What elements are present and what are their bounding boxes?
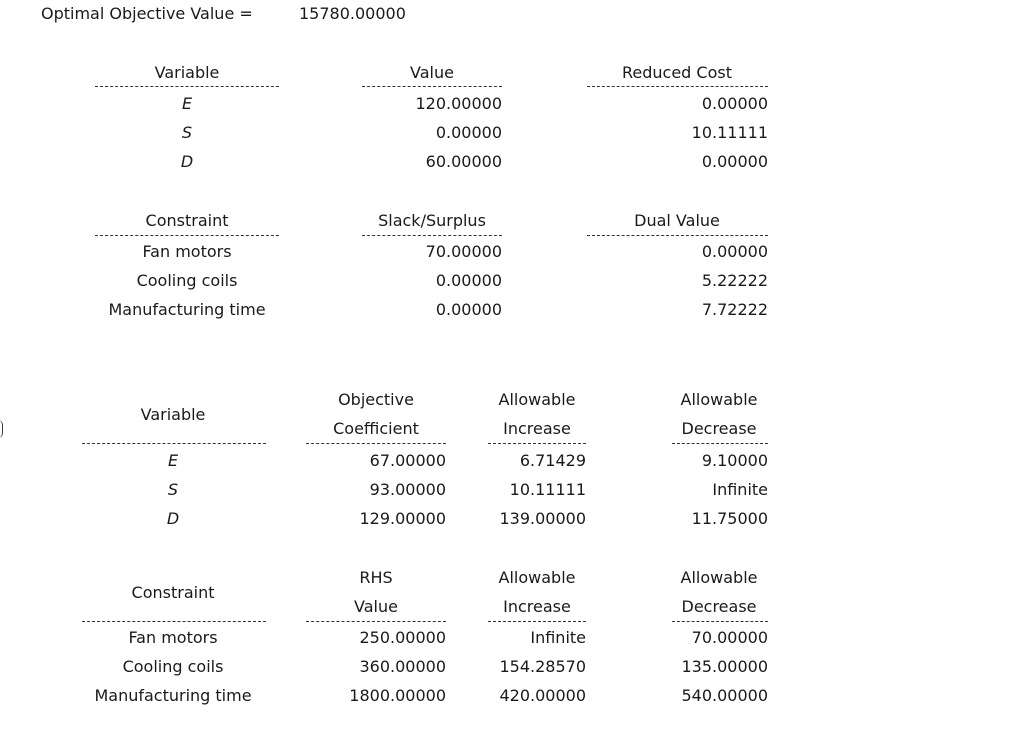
variable-header: Variable xyxy=(154,63,220,82)
variable-name: D xyxy=(180,152,194,171)
allowable-increase: 154.28570 xyxy=(499,657,586,676)
allowable-decrease: 11.75000 xyxy=(691,509,768,528)
objective-coefficient: 67.00000 xyxy=(369,451,446,470)
constraint-name: Fan motors xyxy=(142,242,232,261)
divider xyxy=(488,621,586,622)
reduced-cost-header: Reduced Cost xyxy=(622,63,732,82)
divider xyxy=(488,443,586,444)
variable-value: 0.00000 xyxy=(435,123,502,142)
allowable-increase-header-line1: Allowable xyxy=(498,568,576,587)
allowable-decrease: 540.00000 xyxy=(681,686,768,705)
variable-name: E xyxy=(181,94,193,113)
divider xyxy=(95,235,279,236)
constraint-header: Constraint xyxy=(131,583,215,602)
allowable-decrease-header-line2: Decrease xyxy=(681,419,757,438)
divider xyxy=(362,235,502,236)
constraint-name: Fan motors xyxy=(128,628,218,647)
allowable-decrease: 9.10000 xyxy=(701,451,768,470)
dual-value: 7.72222 xyxy=(701,300,768,319)
allowable-increase: 139.00000 xyxy=(499,509,586,528)
constraint-name: Manufacturing time xyxy=(94,686,252,705)
objective-header-line1: Objective xyxy=(338,390,414,409)
coefficient-header-line2: Coefficient xyxy=(333,419,419,438)
slack-value: 0.00000 xyxy=(435,300,502,319)
dual-value: 0.00000 xyxy=(701,242,768,261)
variable-value: 60.00000 xyxy=(425,152,502,171)
objective-coefficient: 129.00000 xyxy=(359,509,446,528)
variable-name: S xyxy=(167,480,179,499)
allowable-decrease-header-line1: Allowable xyxy=(680,568,758,587)
variable-value: 120.00000 xyxy=(415,94,502,113)
variable-header: Variable xyxy=(140,405,206,424)
constraint-header: Constraint xyxy=(145,211,229,230)
allowable-increase-header-line1: Allowable xyxy=(498,390,576,409)
allowable-decrease: 135.00000 xyxy=(681,657,768,676)
slack-value: 70.00000 xyxy=(425,242,502,261)
divider xyxy=(587,86,768,87)
dual-value: 5.22222 xyxy=(701,271,768,290)
rhs-value: 250.00000 xyxy=(359,628,446,647)
divider xyxy=(672,621,768,622)
allowable-increase: 420.00000 xyxy=(499,686,586,705)
allowable-increase: 6.71429 xyxy=(519,451,586,470)
divider xyxy=(82,621,266,622)
objective-coefficient: 93.00000 xyxy=(369,480,446,499)
variable-name: D xyxy=(166,509,180,528)
objective-value: 15780.00000 xyxy=(299,4,406,23)
constraint-name: Manufacturing time xyxy=(108,300,266,319)
divider xyxy=(587,235,768,236)
variable-name: E xyxy=(167,451,179,470)
dual-value-header: Dual Value xyxy=(634,211,720,230)
allowable-decrease: Infinite xyxy=(712,480,768,499)
allowable-decrease-header-line2: Decrease xyxy=(681,597,757,616)
value-header-line2: Value xyxy=(354,597,398,616)
divider xyxy=(306,443,446,444)
left-edge-bracket xyxy=(0,420,3,438)
slack-value: 0.00000 xyxy=(435,271,502,290)
divider xyxy=(672,443,768,444)
value-header: Value xyxy=(410,63,454,82)
reduced-cost: 10.11111 xyxy=(691,123,768,142)
divider xyxy=(306,621,446,622)
reduced-cost: 0.00000 xyxy=(701,152,768,171)
rhs-value: 360.00000 xyxy=(359,657,446,676)
objective-label: Optimal Objective Value = xyxy=(41,4,253,23)
divider xyxy=(82,443,266,444)
slack-header: Slack/Surplus xyxy=(378,211,486,230)
allowable-increase: Infinite xyxy=(530,628,586,647)
rhs-value: 1800.00000 xyxy=(349,686,446,705)
allowable-increase-header-line2: Increase xyxy=(503,597,571,616)
allowable-decrease-header-line1: Allowable xyxy=(680,390,758,409)
allowable-increase-header-line2: Increase xyxy=(503,419,571,438)
allowable-decrease: 70.00000 xyxy=(691,628,768,647)
rhs-header-line1: RHS xyxy=(359,568,393,587)
allowable-increase: 10.11111 xyxy=(509,480,586,499)
reduced-cost: 0.00000 xyxy=(701,94,768,113)
constraint-name: Cooling coils xyxy=(136,271,238,290)
constraint-name: Cooling coils xyxy=(122,657,224,676)
divider xyxy=(362,86,502,87)
variable-name: S xyxy=(181,123,193,142)
divider xyxy=(95,86,279,87)
